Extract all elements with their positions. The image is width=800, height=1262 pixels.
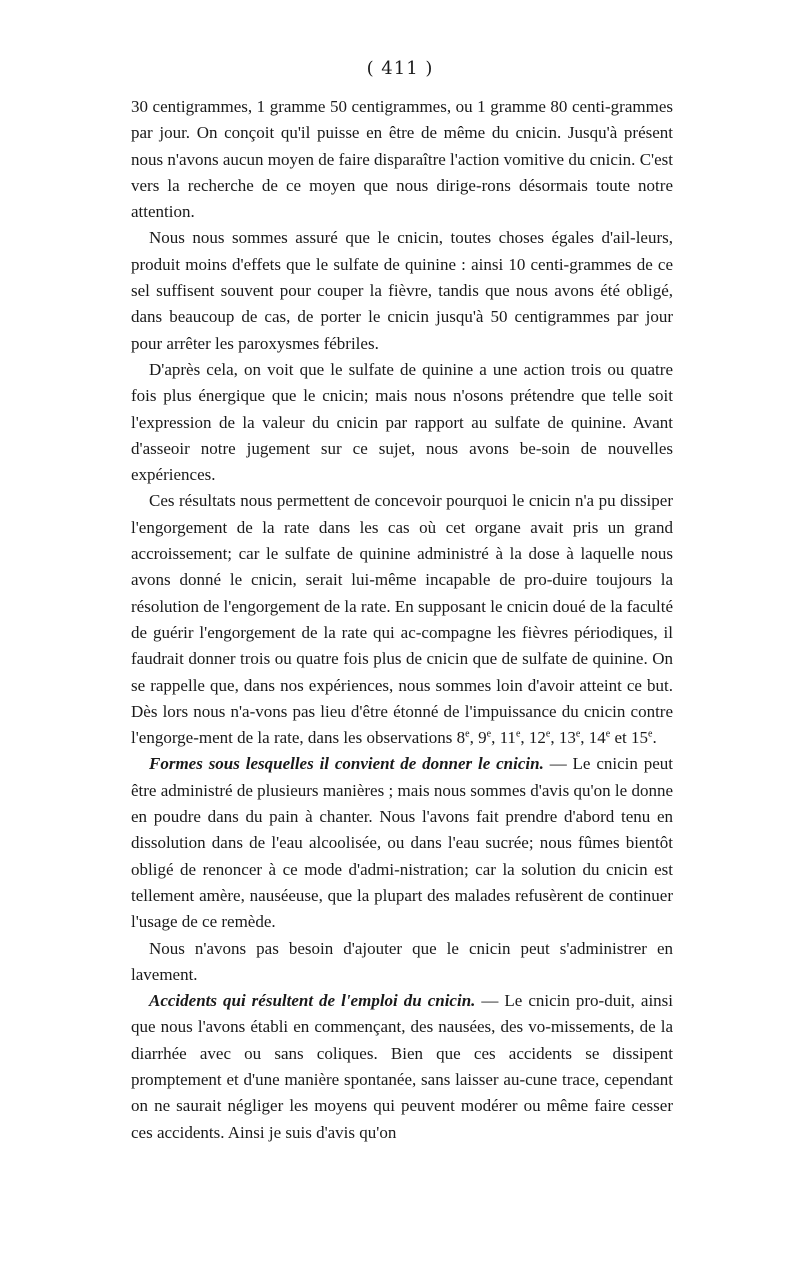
paragraph-text: D'après cela, on voit que le sulfate de quinine a une action trois ou quatre fois plus énergique que le cnicin; mais nous n'osons prétendre que telle soit l'expression de la valeur du cnicin par rapport au sulfate de quinine. Avant d'asseoir notre jugement sur ce sujet, nous avons be-soin de nouvelles expériences. bbox=[131, 359, 673, 485]
page-body bbox=[131, 94, 673, 1146]
paragraph-text: Nous n'avons pas besoin d'ajouter que le cnicin peut s'administrer en lavement. bbox=[131, 938, 673, 984]
paragraph-3 bbox=[131, 357, 673, 488]
paragraph-6 bbox=[131, 936, 673, 989]
paragraph-5 bbox=[131, 751, 673, 935]
paragraph-2 bbox=[131, 225, 673, 356]
paragraph-text: — Le cnicin pro-duit, ainsi que nous l'avons établi en commençant, des nausées, des vo-missements, de la diarrhée avec ou sans coliques. Bien que ces accidents se dissipent promptement et d'une manière spontanée, sans laisser au-cune trace, cependant on ne saurait négliger les moyens qui peuvent modérer ou même faire cesser ces accidents. Ainsi je suis d'avis qu'on bbox=[131, 991, 674, 1142]
paragraph-7 bbox=[131, 988, 673, 1146]
page-number: ( 411 ) bbox=[366, 58, 434, 79]
section-heading-accidents: Accidents qui résultent de l'emploi du cnicin. bbox=[149, 991, 476, 1011]
paragraph-text: — Le cnicin peut être administré de plusieurs manières ; mais nous sommes d'avis qu'on le donne en poudre dans du pain à chanter. Nous l'avons fait prendre d'abord tenu en dissolution dans de l'eau alcoolisée, ou dans l'eau sucrée; nous fûmes bientôt obligé de renoncer à ce mode d'admi-nistration; car la solution du cnicin est tellement amère, nauséeuse, que la plupart des malades refusèrent de continuer l'usage de ce remède. bbox=[131, 754, 673, 932]
paragraph-text: 30 centigrammes, 1 gramme 50 centigrammes, ou 1 gramme 80 centi-grammes par jour. On conçoit qu'il puisse en être de même du cnicin. Jusqu'à présent nous n'avons aucun moyen de faire disparaître l'action vomitive du cnicin. C'est vers la recherche de ce moyen que nous dirige-rons désormais toute notre attention. bbox=[131, 97, 673, 222]
paragraph-text: Nous nous sommes assuré que le cnicin, toutes choses égales d'ail-leurs, produit moins d'effets que le sulfate de quinine : ainsi 10 centi-grammes de ce sel suffisent souvent pour couper la fièvre, tandis que nous avons été obligé, dans beaucoup de cas, de porter le cnicin jusqu'à 50 centigrammes par jour pour arrêter les paroxysmes fébriles. bbox=[131, 228, 673, 353]
section-heading-forms: Formes sous lesquelles il convient de donner le cnicin. bbox=[149, 754, 544, 774]
paragraph-1 bbox=[131, 94, 673, 225]
paragraph-text: Ces résultats nous permettent de concevoir pourquoi le cnicin n'a pu dissiper l'engorgement de la rate dans les cas où cet organe avait pris un grand accroissement; car le sulfate de quinine administré à la dose à laquelle nous avons donné le cnicin, serait lui-même incapable de pro-duire toujours la résolution de l'engorgement de la rate. En supposant le cnicin doué de la faculté de guérir l'engorgement de la rate qui ac-compagne les fièvres périodiques, il faudrait donner trois ou quatre fois plus de cnicin que de sulfate de quinine. On se rappelle que, dans nos expériences, nous sommes loin d'avoir atteint ce but. Dès lors nous n'a-vons pas lieu d'être étonné de l'impuissance du cnicin contre l'engorge-ment de la rate, dans les observations 8e, 9e, 11e, 12e, 13e, 14e et 15e. bbox=[131, 491, 673, 748]
paragraph-4 bbox=[131, 488, 673, 751]
